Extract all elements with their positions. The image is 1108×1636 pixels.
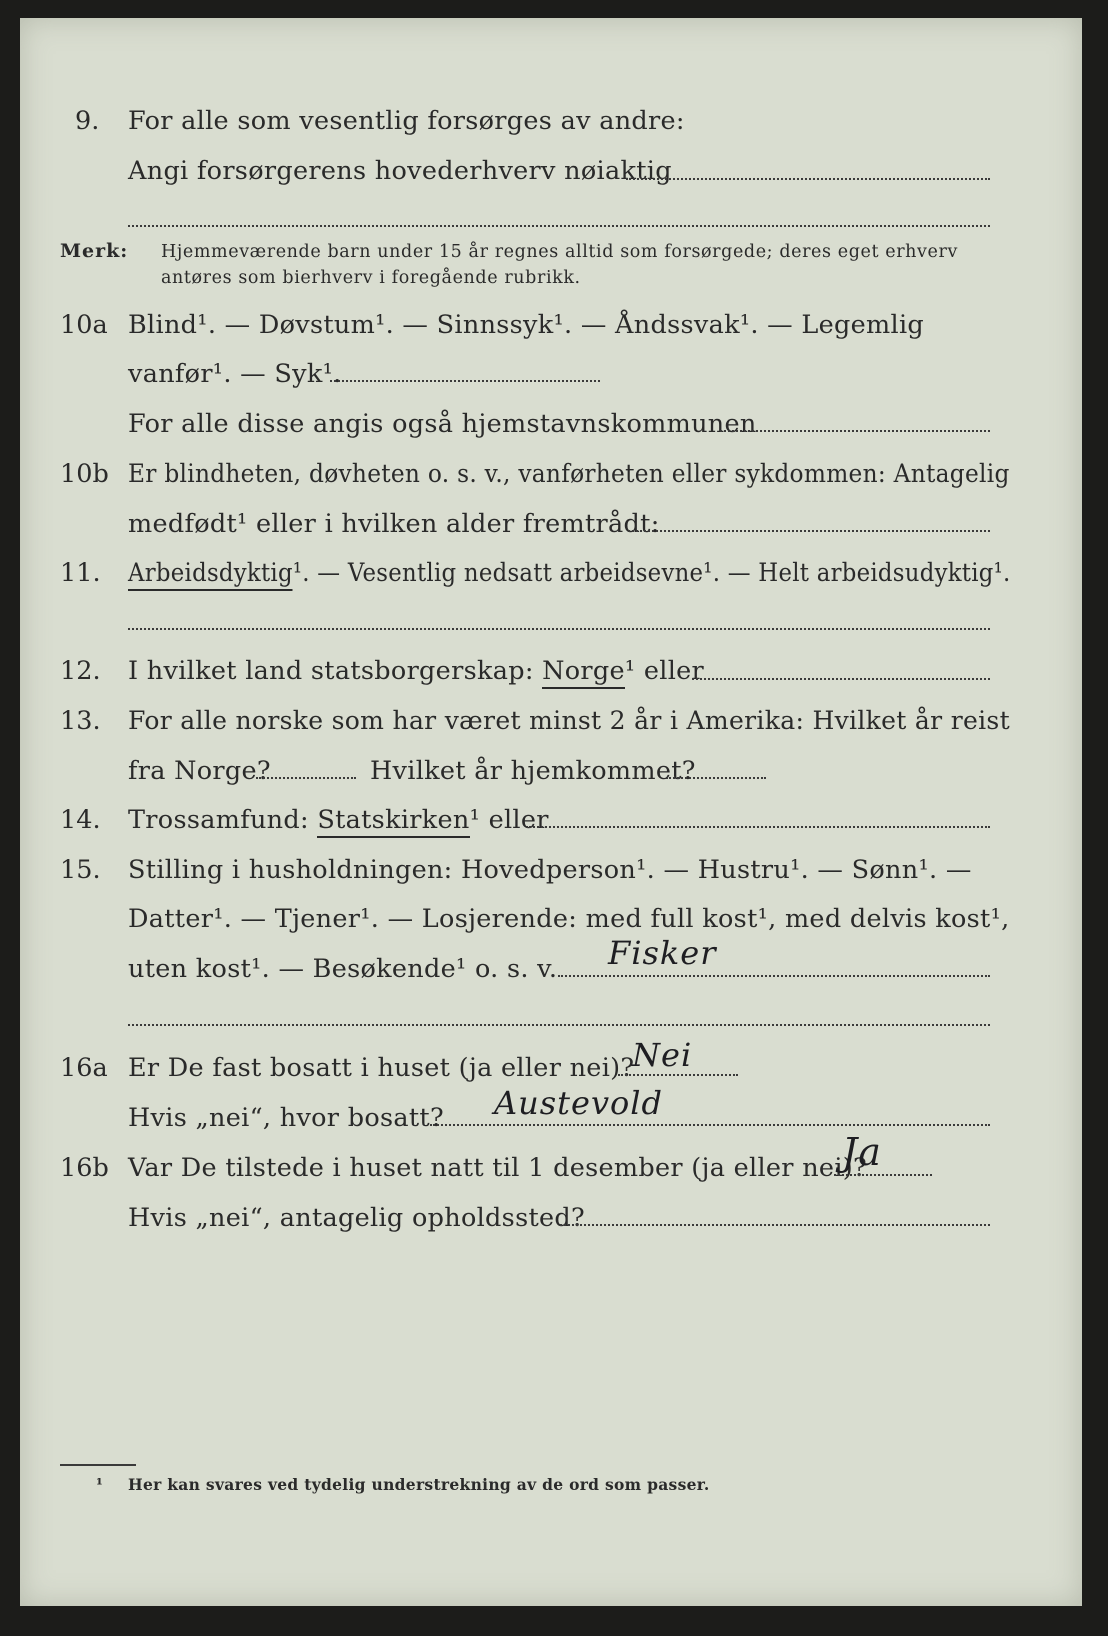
q16a-number: 16a [60, 1053, 108, 1083]
q12-suffix: ¹ eller [624, 656, 705, 686]
q13-number: 13. [60, 706, 101, 736]
q16b-line2: Hvis „nei“, antagelig opholdssted? [128, 1203, 585, 1233]
q10b-line2: medfødt¹ eller i hvilken alder fremtrådt: [128, 509, 660, 539]
merk-line1: Hjemmeværende barn under 15 år regnes alltid som forsørgede; deres eget erhverv [161, 242, 958, 262]
q12-prefix: I hvilket land statsborgerskap: [128, 656, 534, 686]
q10a-line2: vanfør¹. — Syk¹. [128, 359, 342, 389]
q14-number: 14. [60, 805, 101, 835]
q15-number: 15. [60, 855, 101, 885]
footnote-mark: ¹ [96, 1475, 104, 1494]
q10b-answer-line[interactable] [628, 530, 990, 532]
q15-line2: Datter¹. — Tjener¹. — Losjerende: med full kost¹, med delvis kost¹, [128, 904, 1010, 934]
q11-underlined-choice: Arbeidsdyktig [128, 558, 293, 591]
q13-line2a: fra Norge? [128, 756, 271, 786]
census-form-page [20, 18, 1082, 1606]
q10a-line1: Blind¹. — Døvstum¹. — Sinnssyk¹. — Åndssvak¹. — Legemlig [128, 310, 925, 340]
q13-hjemkommet-line[interactable] [666, 777, 766, 779]
q10a-syk-line[interactable] [330, 380, 600, 382]
q13-line2b: Hvilket år hjemkommet? [370, 756, 696, 786]
q9-answer-line[interactable] [626, 178, 990, 180]
q16a-handwritten-answer1: Nei [632, 1036, 693, 1074]
q16b-line1: Var De tilstede i huset natt til 1 desember (ja eller nei)? [128, 1153, 867, 1183]
q16a-answer1-line[interactable] [618, 1074, 738, 1076]
q14-prefix: Trossamfund: [128, 805, 309, 835]
q12-answer-line[interactable] [692, 678, 990, 680]
merk-line2: antøres som bierhverv i foregående rubrikk. [161, 268, 581, 288]
q9-number: 9. [75, 106, 100, 136]
q12-line [128, 656, 704, 686]
q16a-line2: Hvis „nei“, hvor bosatt? [128, 1103, 444, 1133]
q11-answer-line[interactable] [128, 628, 990, 630]
q10b-line1: Er blindheten, døvheten o. s. v., vanførheten eller sykdommen: Antagelig [128, 459, 1010, 489]
q14-answer-line[interactable] [526, 826, 990, 828]
q10a-kommune-line[interactable] [720, 430, 990, 432]
q14-suffix: ¹ eller [469, 805, 549, 835]
q9-answer-line2[interactable] [128, 225, 990, 227]
q15-handwritten-answer: Fisker [608, 934, 717, 972]
q11-rest: ¹. — Vesentlig nedsatt arbeidsevne¹. — Helt arbeidsudyktig¹. [292, 558, 1011, 588]
footnote-text: Her kan svares ved tydelig understrekning av de ord som passer. [128, 1475, 710, 1494]
q11-line [128, 558, 1011, 588]
q16b-number: 16b [60, 1153, 109, 1183]
q13-line1: For alle norske som har været minst 2 år i Amerika: Hvilket år reist [128, 706, 1010, 736]
q16b-answer1-line[interactable] [834, 1174, 932, 1176]
q9-line1: For alle som vesentlig forsørges av andre: [128, 106, 685, 136]
q16a-answer2-line[interactable] [430, 1124, 990, 1126]
merk-label: Merk: [60, 240, 129, 262]
q11-number: 11. [60, 558, 101, 588]
q12-underlined-choice: Norge [542, 656, 625, 689]
q16a-line1: Er De fast bosatt i huset (ja eller nei)? [128, 1053, 635, 1083]
q10b-number: 10b [60, 459, 109, 489]
q15-line1: Stilling i husholdningen: Hovedperson¹. — Hustru¹. — Sønn¹. — [128, 855, 972, 885]
q16a-handwritten-answer2: Austevold [494, 1084, 663, 1122]
q14-underlined-choice: Statskirken [317, 805, 469, 838]
q15-answer-line2[interactable] [128, 1024, 990, 1026]
q10a-number: 10a [60, 310, 108, 340]
q16b-handwritten-answer1: Ja [842, 1130, 882, 1174]
q10a-line3: For alle disse angis også hjemstavnskommunen [128, 409, 757, 439]
q9-line2: Angi forsørgerens hovederhverv nøiaktig [128, 156, 672, 186]
q14-line [128, 805, 549, 835]
q15-line3: uten kost¹. — Besøkende¹ o. s. v. [128, 954, 558, 984]
q16b-answer2-line[interactable] [560, 1224, 990, 1226]
footnote-rule [60, 1464, 136, 1466]
q15-answer-line[interactable] [558, 975, 990, 977]
q12-number: 12. [60, 656, 101, 686]
q13-reist-line[interactable] [256, 777, 356, 779]
